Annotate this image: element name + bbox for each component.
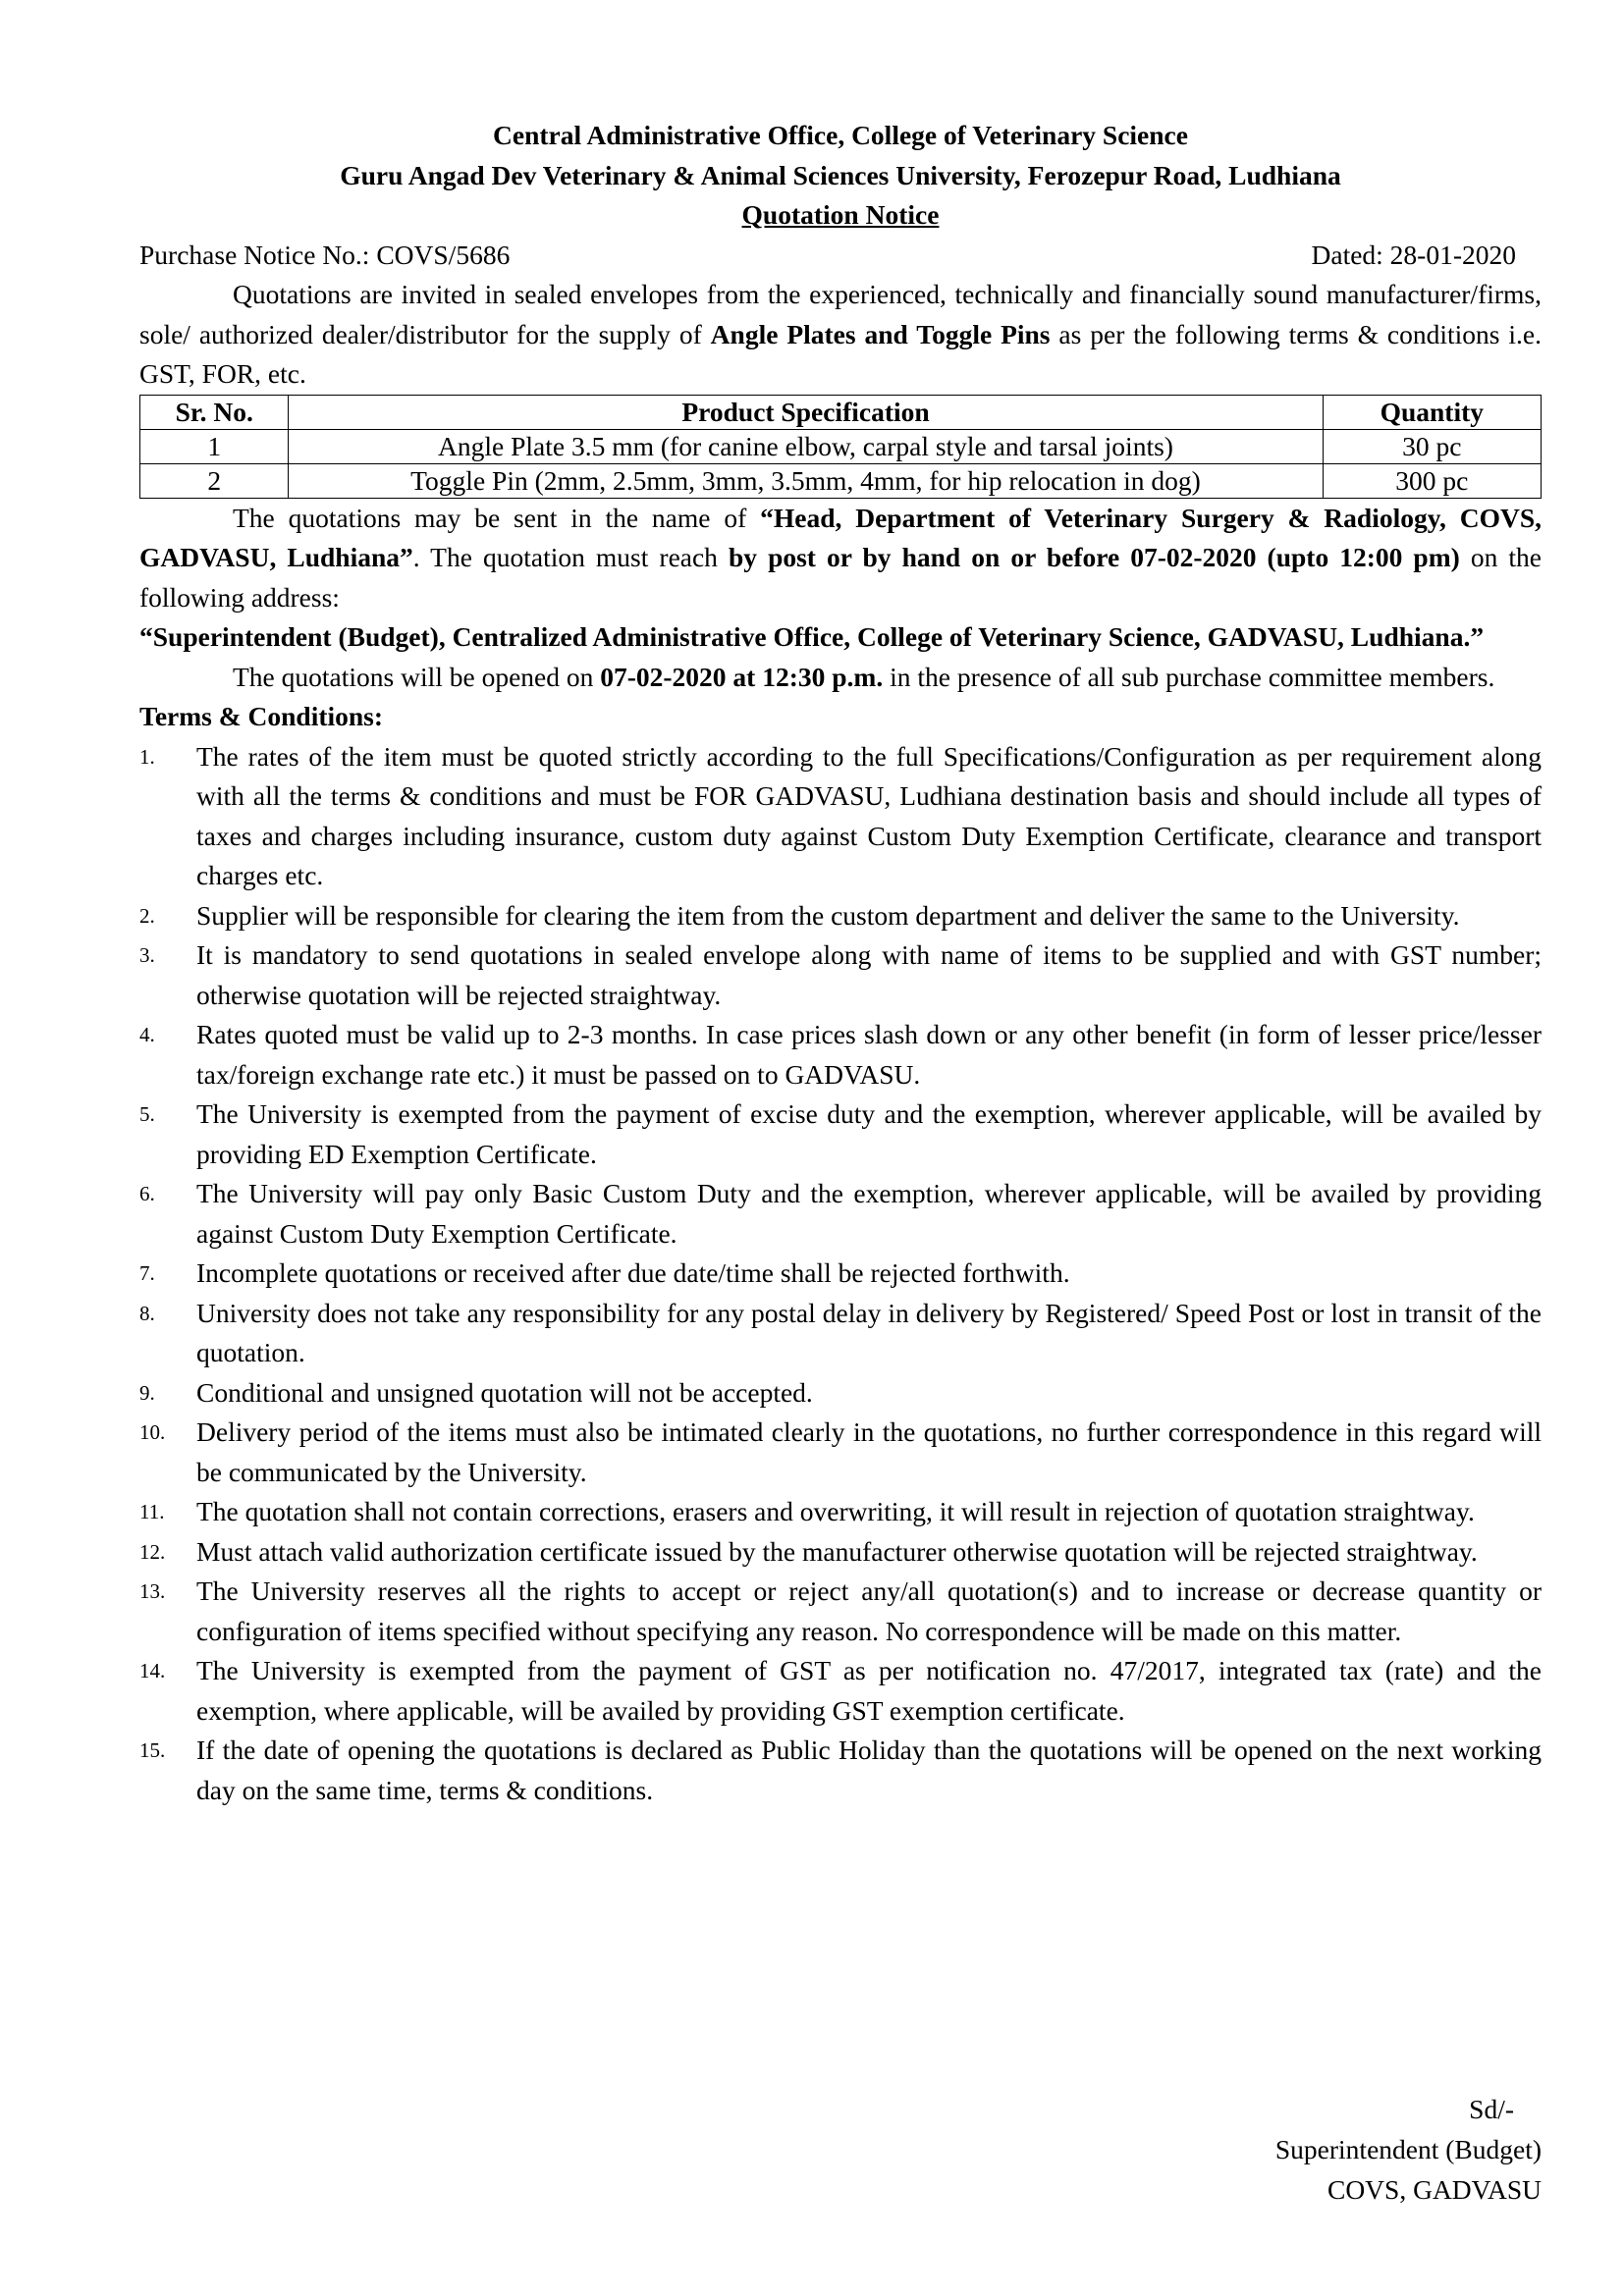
cell-qty: 300 pc — [1323, 463, 1541, 498]
term-text: The University is exempted from the payment of excise duty and the exemption, wherever applicable, will be availed by providing ED Exemption Certificate. — [196, 1098, 1542, 1169]
list-item — [139, 1294, 1542, 1373]
list-item — [139, 1492, 1542, 1532]
intro-paragraph — [139, 275, 1542, 395]
send-text-3: on the following address: — [139, 542, 1542, 613]
cell-qty: 30 pc — [1323, 429, 1541, 463]
term-text: Supplier will be responsible for clearing the item from the custom department and deliver the same to the University. — [196, 899, 1460, 931]
send-deadline-bold: by post or by hand on or before 07-02-2020 (upto 12:00 pm) — [728, 542, 1460, 572]
purchase-notice-number: Purchase Notice No.: COVS/5686 — [139, 239, 511, 270]
list-item — [139, 1373, 1542, 1414]
signature-block — [1275, 2089, 1542, 2210]
list-item — [139, 1572, 1542, 1651]
document-body — [139, 116, 1542, 1810]
term-text: Conditional and unsigned quotation will not be accepted. — [196, 1376, 813, 1408]
signatory-office: COVS, GADVASU — [1326, 2174, 1542, 2205]
opening-text-2: in the presence of all sub purchase committee members. — [883, 661, 1495, 692]
term-number: 7. — [139, 1261, 155, 1285]
term-number: 15. — [139, 1738, 166, 1762]
term-text: The University reserves all the rights to accept or reject any/all quotation(s) and to increase or decrease quantity or configuration of items specified without specifying any reason. No correspondence will be made on this matter. — [196, 1575, 1542, 1646]
term-number: 11. — [139, 1500, 165, 1523]
list-item — [139, 935, 1542, 1015]
terms-list — [139, 737, 1542, 1811]
intro-text-2: as per the following terms & conditions i.e. GST, FOR, etc. — [139, 318, 1543, 389]
list-item — [139, 1174, 1542, 1254]
address-bold: “Superintendent (Budget), Centralized Administrative Office, College of Veterinary Science, GADVASU, Ludhiana.” — [139, 621, 1485, 652]
list-item — [139, 896, 1542, 936]
cell-spec: Toggle Pin (2mm, 2.5mm, 3mm, 3.5mm, 4mm, for hip relocation in dog) — [289, 463, 1323, 498]
university-heading: Guru Angad Dev Veterinary & Animal Sciences University, Ferozepur Road, Ludhiana — [340, 159, 1341, 190]
col-header-qty: Quantity — [1323, 395, 1541, 429]
send-recipient-bold: “Head, Department of Veterinary Surgery & Radiology, COVS, GADVASU, Ludhiana” — [139, 502, 1542, 572]
notice-date: Dated: 28-01-2020 — [1311, 239, 1516, 270]
term-number: 6. — [139, 1182, 155, 1205]
term-number: 1. — [139, 744, 155, 769]
notice-meta — [139, 236, 1542, 276]
term-number: 4. — [139, 1023, 155, 1046]
cell-spec: Angle Plate 3.5 mm (for canine elbow, carpal style and tarsal joints) — [289, 429, 1323, 463]
list-item — [139, 1015, 1542, 1095]
term-text: Incomplete quotations or received after due date/time shall be rejected forthwith. — [196, 1257, 1070, 1288]
term-number: 13. — [139, 1579, 166, 1603]
term-text: If the date of opening the quotations is declared as Public Holiday than the quotations will be opened on the next working day on the same time, terms & conditions. — [196, 1735, 1542, 1805]
list-item — [139, 1532, 1542, 1573]
list-item — [139, 1095, 1542, 1174]
list-item — [139, 737, 1542, 896]
office-heading: Central Administrative Office, College of Veterinary Science — [493, 120, 1188, 150]
address-paragraph — [139, 617, 1542, 658]
send-paragraph — [139, 499, 1542, 618]
term-number: 5. — [139, 1102, 155, 1126]
term-number: 2. — [139, 903, 155, 928]
items-table — [139, 395, 1542, 499]
intro-items-bold: Angle Plates and Toggle Pins — [710, 318, 1051, 349]
list-item — [139, 1731, 1542, 1810]
list-item — [139, 1651, 1542, 1731]
list-item — [139, 1254, 1542, 1294]
term-text: The University is exempted from the payment of GST as per notification no. 47/2017, integrated tax (rate) and the exemption, where applicable, will be availed by providing GST exemption certificate. — [196, 1655, 1542, 1726]
signatory-title: Superintendent (Budget) — [1274, 2134, 1542, 2164]
term-text: The quotation shall not contain corrections, erasers and overwriting, it will result in rejection of quotation straightway. — [196, 1496, 1475, 1526]
send-text-1: The quotations may be sent in the name of — [233, 502, 761, 533]
term-number: 8. — [139, 1301, 155, 1325]
signature-mark: Sd/- — [1469, 2094, 1514, 2124]
term-text: Must attach valid authorization certificate issued by the manufacturer otherwise quotation will be rejected straightway. — [196, 1535, 1478, 1567]
term-text: University does not take any responsibility for any postal delay in delivery by Registered/ Speed Post or lost in transit of the quotation. — [196, 1297, 1542, 1367]
send-text-2: . The quotation must reach — [412, 542, 729, 572]
term-number: 14. — [139, 1659, 166, 1682]
term-number: 10. — [139, 1420, 166, 1444]
notice-title: Quotation Notice — [741, 199, 940, 230]
term-number: 12. — [139, 1539, 166, 1564]
list-item — [139, 1413, 1542, 1492]
opening-text-1: The quotations will be opened on — [233, 661, 601, 692]
term-text: The rates of the item must be quoted strictly according to the full Specifications/Configuration as per requirement along with all the terms & conditions and must be FOR GADVASU, Ludhiana destination basis and should include all types of taxes and charges including insurance, custom duty against Custom Duty Exemption Certificate, clearance and transport charges etc. — [196, 740, 1542, 890]
cell-sr: 2 — [140, 463, 289, 498]
table-row — [140, 463, 1542, 498]
terms-heading: Terms & Conditions: — [139, 701, 384, 731]
term-text: It is mandatory to send quotations in sealed envelope along with name of items to be supplied and with GST number; otherwise quotation will be rejected straightway. — [196, 939, 1542, 1010]
opening-date-bold: 07-02-2020 at 12:30 p.m. — [600, 661, 884, 692]
intro-text-1: Quotations are invited in sealed envelopes from the experienced, technically and financially sound manufacturer/firms, sole/ authorized dealer/distributor for the supply of — [139, 279, 1542, 349]
col-header-spec: Product Specification — [289, 395, 1323, 429]
term-number: 3. — [139, 943, 155, 967]
opening-paragraph — [139, 658, 1542, 698]
cell-sr: 1 — [140, 429, 289, 463]
term-text: Delivery period of the items must also be intimated clearly in the quotations, no further correspondence in this regard will be communicated by the University. — [196, 1416, 1542, 1487]
term-number: 9. — [139, 1380, 155, 1405]
table-row — [140, 429, 1542, 463]
term-text: Rates quoted must be valid up to 2-3 months. In case prices slash down or any other benefit (in form of lesser price/lesser tax/foreign exchange rate etc.) it must be passed on to GADVASU. — [196, 1019, 1542, 1090]
table-header-row — [140, 395, 1542, 429]
term-text: The University will pay only Basic Custom Duty and the exemption, wherever applicable, will be availed by providing against Custom Duty Exemption Certificate. — [196, 1178, 1542, 1249]
col-header-sr: Sr. No. — [140, 395, 289, 429]
